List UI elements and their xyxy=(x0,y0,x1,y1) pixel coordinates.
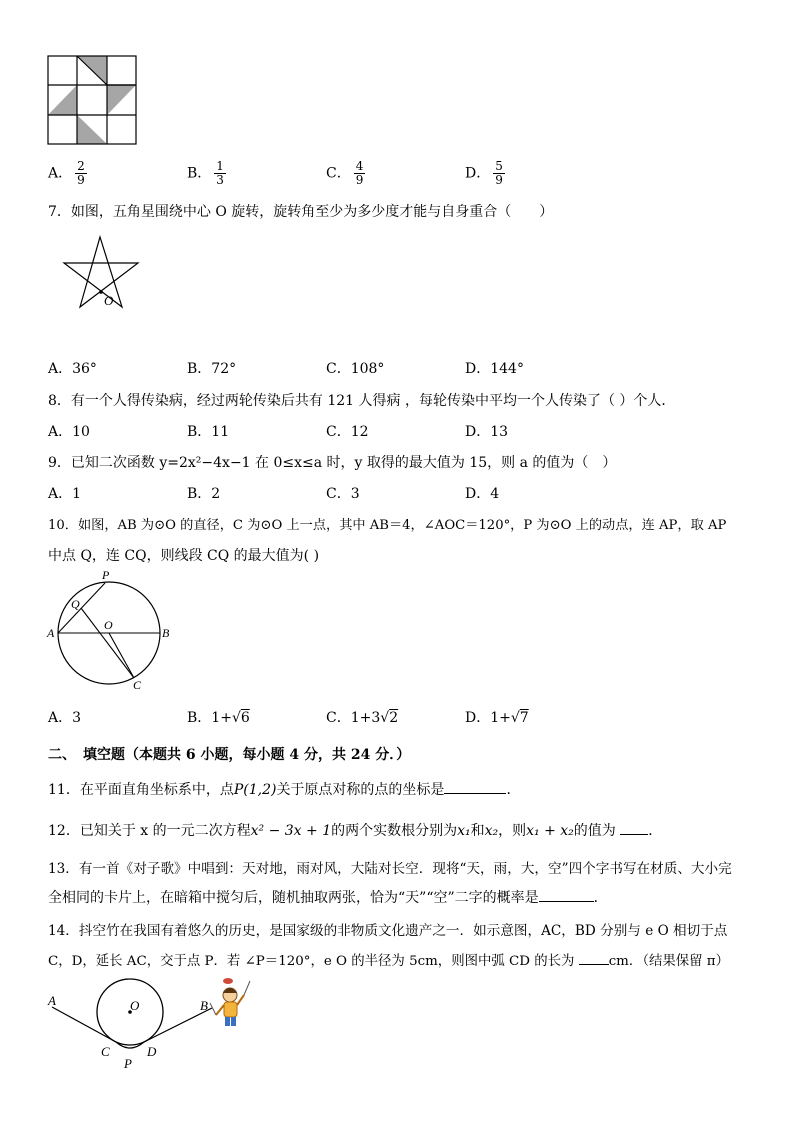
q6-option-b: B． $\frac{1}{3}$ xyxy=(187,159,224,187)
label-c: C xyxy=(101,1044,110,1059)
segment-oc xyxy=(109,633,134,678)
q13-line2: 全相同的卡片上，在暗箱中搅匀后，随机抽取两张，恰为“天”“空”二字的概率是 ． xyxy=(48,890,608,906)
child-illustration-icon xyxy=(210,978,250,1026)
q7-option-b: B．72° xyxy=(187,361,237,377)
q6-grid-figure xyxy=(47,55,139,145)
label-d: D xyxy=(147,1044,157,1059)
q8-option-c: C．12 xyxy=(326,424,369,440)
q9-option-d: D．4 xyxy=(465,486,500,502)
pentagram-shape xyxy=(64,237,138,307)
q8-stem: 8．有一个人得传染病，经过两轮传染后共有 121 人得病 ，每轮传染中平均一个人传染了（ ）个人． xyxy=(48,393,676,409)
label-b: B xyxy=(200,998,208,1013)
tangent-bd xyxy=(144,1008,212,1042)
label-o: O xyxy=(130,998,140,1013)
q6-option-a: A． $\frac{2}{9}$ xyxy=(48,159,85,187)
label-o: O xyxy=(104,618,113,632)
label-a: A xyxy=(48,993,56,1008)
section-2-heading: 二、 填空题（本题共 6 小题，每小题 4 分，共 24 分．） xyxy=(48,747,411,763)
q6-option-c: C． $\frac{4}{9}$ xyxy=(326,159,364,187)
q7-option-c: C．108° xyxy=(326,361,385,377)
q10-circle-figure xyxy=(44,568,184,692)
q9-option-a: A．1 xyxy=(48,486,82,502)
q13-line1: 13．有一首《对子歌》中唱到：天对地，雨对风，大陆对长空．现将“天，雨，大，空”四个字书写在材质、大小完 xyxy=(48,861,732,877)
q9-option-c: C．3 xyxy=(326,486,360,502)
q10-stem-line2: 中点 Q，连 CQ，则线段 CQ 的最大值为( ) xyxy=(48,548,320,564)
q7-option-d: D．144° xyxy=(465,361,524,377)
label-a: A xyxy=(47,626,55,640)
q8-option-a: A．10 xyxy=(48,424,90,440)
q8-option-b: B．11 xyxy=(187,424,230,440)
q12: 12．已知关于 x 的一元二次方程x² − 3x + 1的两个实数根分别为x₁和x₂，则x₁ + x₂的值为 ． xyxy=(48,823,663,839)
q8-option-d: D．13 xyxy=(465,424,509,440)
q7-stem: 7．如图，五角星围绕中心 O 旋转，旋转角至少为多少度才能与自身重合（ ） xyxy=(48,204,554,220)
q14-line1: 14．抖空竹在我国有着悠久的历史，是国家级的非物质文化遗产之一．如示意图，AC，BD 分别与 e O 相切于点 xyxy=(48,923,728,939)
label-q: Q xyxy=(71,597,80,611)
q10-option-a: A．3 xyxy=(48,710,82,726)
label-o: O xyxy=(104,293,114,308)
q7-star-figure xyxy=(47,234,159,342)
center-point xyxy=(99,290,103,294)
label-p: P xyxy=(102,568,110,582)
q14-diabolo-figure xyxy=(44,975,254,1075)
q9-option-b: B．2 xyxy=(187,486,221,502)
q10-option-c: C．1+3√2 xyxy=(326,710,399,726)
label-b: B xyxy=(162,626,170,640)
label-c: C xyxy=(133,678,142,692)
q10-option-b: B．1+√6 xyxy=(187,710,250,726)
q7-option-a: A．36° xyxy=(48,361,97,377)
q10-option-d: D．1+√7 xyxy=(465,710,529,726)
q11: 11．在平面直角坐标系中，点P(1,2)关于原点对称的点的坐标是 ． xyxy=(48,782,521,798)
label-p: P xyxy=(124,1056,132,1071)
q9-stem: 9．已知二次函数 y=2x²−4x−1 在 0≤x≤a 时，y 取得的最大值为 15，则 a 的值为（ ） xyxy=(48,455,617,471)
grid-shaded-triangles xyxy=(48,56,136,144)
q14-line2: C，D，延长 AC，交于点 P．若 ∠P＝120°，e O 的半径为 5cm，则图中弧 CD 的长为 cm．（结果保留 π） xyxy=(48,954,729,969)
q6-option-d: D． $\frac{5}{9}$ xyxy=(465,159,503,187)
q10-stem-line1: 10．如图，AB 为⊙O 的直径，C 为⊙O 上一点，其中 AB＝4，∠AOC＝120°，P 为⊙O 上的动点，连 AP，取 AP xyxy=(48,518,727,533)
tangent-ac xyxy=(52,1007,116,1042)
